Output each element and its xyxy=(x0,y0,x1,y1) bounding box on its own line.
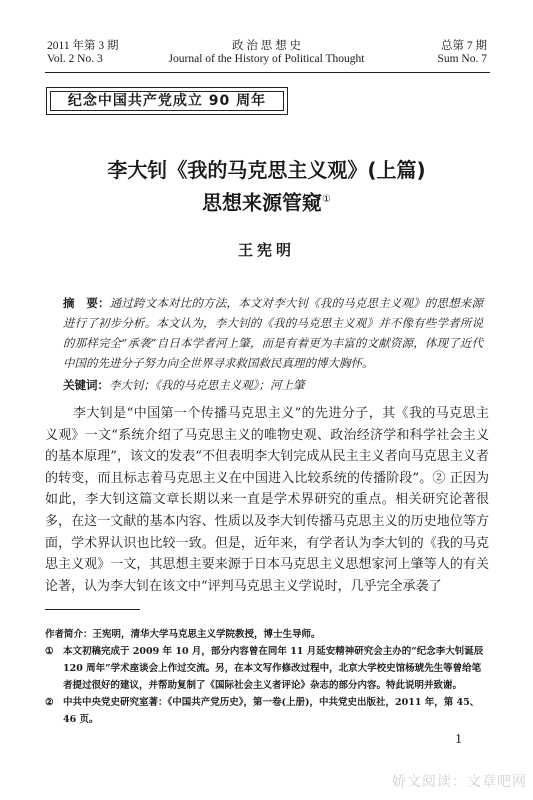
footnote-1-mark: ① xyxy=(45,646,54,657)
footnote-2-text: 中共中央党史研究室著：《中国共产党历史》，第一卷(上册)，中共党史出版社，2011 年，第 45、46 页。 xyxy=(63,697,480,725)
header-divider xyxy=(45,72,490,73)
abstract-text: 通过跨文本对比的方法，本文对李大钊《我的马克思主义观》的思想来源进行了初步分析。本文认为，李大钊的《我的马克思主义观》并不像有些学者所说的那样完全“承袭”自日本学者河上肇，而是有着更为丰富的文献资源，体现了近代中国的先进分子努力向全世界寻求救国救民真理的博大胸怀。 xyxy=(63,296,483,370)
page-number: 1 xyxy=(455,732,462,747)
cumulative-issue-english: Sum No. 7 xyxy=(437,53,487,65)
issue-year-number: 2011 年第 3 期 xyxy=(47,40,119,52)
abstract xyxy=(63,293,483,373)
article-title-line2 xyxy=(0,188,533,215)
keywords-label: 关键词： xyxy=(63,378,109,392)
body-paragraph: 李大钊是“中国第一个传播马克思主义”的先进分子，其《我的马克思主义观》一文“系统介绍了马克思主义的唯物史观、政治经济学和科学社会主义的基本原理”，该文的发表“不但表明李大钊完成从民主主义者向马克思主义者的转变，而且标志着马克思主义在中国进入比较系统的传播阶段”。② 正因为如此，李大钊这篇文章长期以来一直是学术界研究的重点。相关研究论著很多，在这一文献的基本内容、性质以及李大钊传播马克思主义的历史地位等方面，学术界认识也比较一致。但是，近年来，有学者认为李大钊的《我的马克思主义观》一文，其思想主要来源于日本马克思主义思想家河上肇等人的有关论著，认为李大钊在该文中“评判马克思主义学说时，几乎完全承袭了 xyxy=(45,406,489,594)
footnote-2 xyxy=(45,694,489,728)
footnote-1 xyxy=(45,643,489,694)
title-footnote-mark: ① xyxy=(322,194,331,205)
article-title-line2-text: 思想来源管窥 xyxy=(202,190,323,215)
anniversary-banner-text: 纪念中国共产党成立 90 周年 xyxy=(50,91,284,111)
keywords xyxy=(63,375,483,395)
running-header xyxy=(0,40,533,74)
anniversary-banner xyxy=(46,87,288,115)
footnote-1-text: 本文初稿完成于 2009 年 10 月，部分内容曾在同年 11 月延安精神研究会主办的“纪念李大钊诞辰 120 周年”学术座谈会上作过交流。另，在本文写作修改过程中，北京大学校史馆杨琥先生等曾给笔者提过很好的建议，并帮助复制了《国际社会主义者评论》杂志的部分内容。特此说明并致谢。 xyxy=(63,646,484,691)
keywords-text: 李大钊；《我的马克思主义观》；河上肇 xyxy=(109,378,305,392)
article-title-line1: 李大钊《我的马克思主义观》(上篇) xyxy=(107,158,426,182)
author-name: 王宪明 xyxy=(237,241,295,259)
footnote-divider xyxy=(45,609,140,610)
author-intro-note: 作者简介：王宪明，清华大学马克思主义学院教授，博士生导师。 xyxy=(45,629,321,640)
cumulative-issue-chinese: 总第 7 期 xyxy=(441,40,487,52)
issue-volume: Vol. 2 No. 3 xyxy=(47,53,103,65)
journal-name-english: Journal of the History of Political Thought xyxy=(168,53,365,65)
footnotes xyxy=(45,626,489,728)
abstract-label: 摘 要： xyxy=(63,296,110,310)
site-watermark: 娇文阅读：文章吧网 xyxy=(392,774,527,790)
journal-name-chinese: 政 治 思 想 史 xyxy=(232,40,301,52)
cumulative-issue xyxy=(437,40,487,66)
footnote-2-mark: ② xyxy=(45,697,54,708)
